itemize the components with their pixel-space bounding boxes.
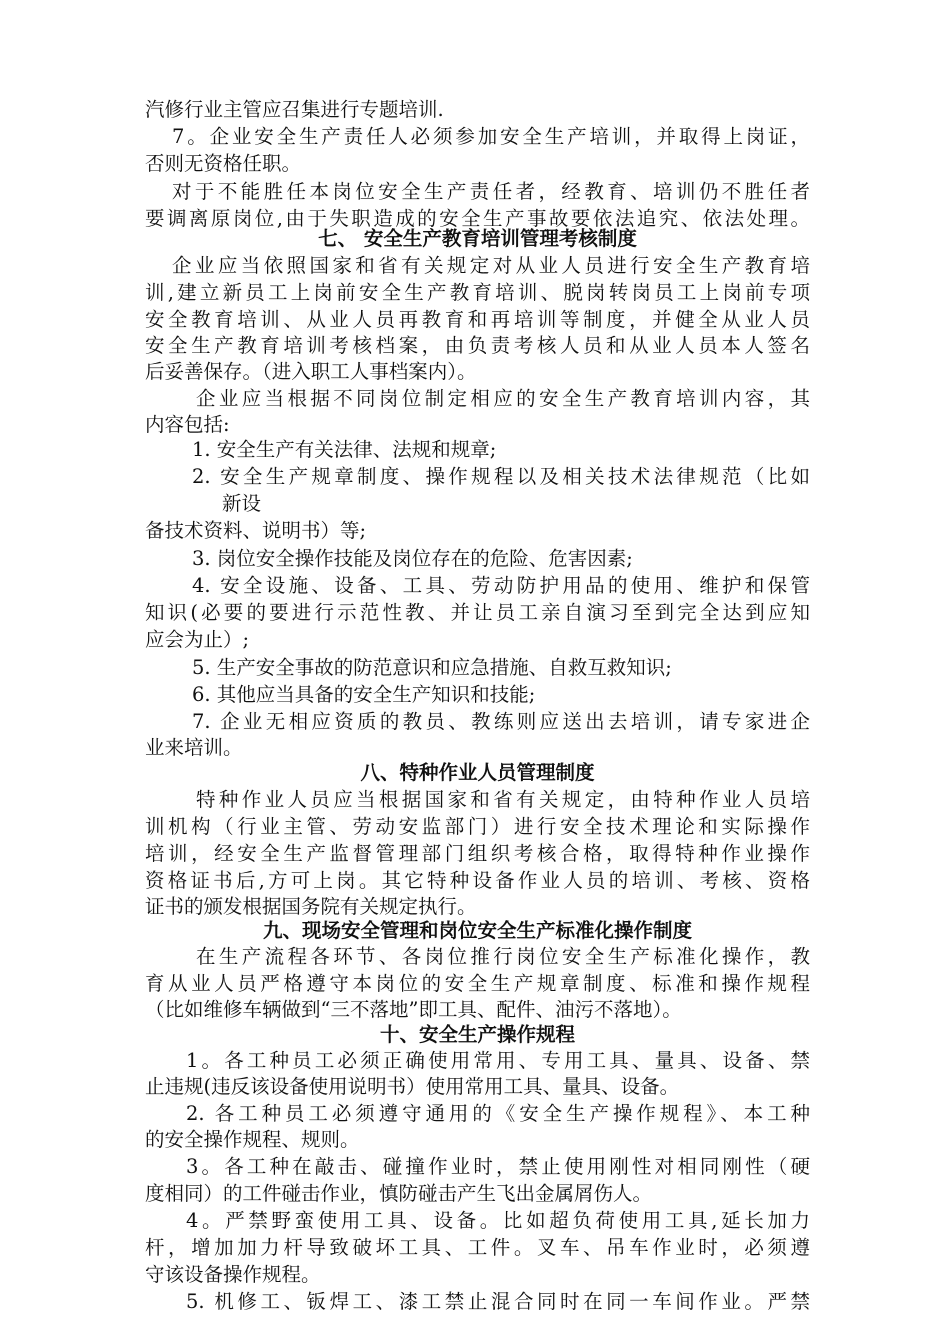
section-heading: 七、 安全生产教育培训管理考核制度 <box>318 227 637 250</box>
list-item: 7. 企业无相应资质的教员、教练则应送出去培训，请专家进企 <box>192 710 810 733</box>
text-line: 5. 机修工、钣焊工、漆工禁止混合同时在同一车间作业。严禁 <box>186 1290 810 1313</box>
list-item: 6. 其他应当具备的安全生产知识和技能; <box>192 683 536 706</box>
text-line: 的安全操作规程、规则。 <box>145 1128 360 1151</box>
text-line: 在生产流程各环节、各岗位推行岗位安全生产标准化操作，教 <box>196 945 810 968</box>
text-line: 度相同）的工件碰击作业，慎防碰击产生飞出金属屑伤人。 <box>145 1182 653 1205</box>
text-line: 备技术资料、说明书）等; <box>145 519 367 542</box>
text-line: 训,建立新员工上岗前安全生产教育培训、脱岗转岗员工上岗前专项 <box>145 281 810 304</box>
text-line: 否则无资格任职。 <box>145 152 302 175</box>
list-item: 2. 安全生产规章制度、操作规程以及相关技术法律规范（比如 <box>192 465 810 488</box>
text-line: 对于不能胜任本岗位安全生产责任者，经教育、培训仍不胜任者 <box>172 180 810 203</box>
text-line: 7。企业安全生产责任人必须参加安全生产培训，并取得上岗证， <box>172 125 810 148</box>
text-line: 企业应当依照国家和省有关规定对从业人员进行安全生产教育培 <box>172 254 810 277</box>
text-line: 守该设备操作规程。 <box>145 1263 321 1286</box>
text-line: 要调离原岗位,由于失职造成的安全生产事故要依法追究、依法处理。 <box>145 207 810 230</box>
text-line: 后妥善保存。（进入职工人事档案内）。 <box>145 360 477 383</box>
list-item: 5. 生产安全事故的防范意识和应急措施、自救互救知识; <box>192 656 672 679</box>
list-item: 3. 岗位安全操作技能及岗位存在的危险、危害因素; <box>192 547 633 570</box>
text-line: 业来培训。 <box>145 736 243 759</box>
section-heading: 九、现场安全管理和岗位安全生产标准化操作制度 <box>262 919 692 942</box>
text-line: 汽修行业主管应召集进行专题培训. <box>145 98 444 121</box>
text-line: 资格证书后,方可上岗。其它特种设备作业人员的培训、考核、资格 <box>145 869 810 892</box>
list-item-continuation: 新设 <box>222 492 262 515</box>
section-heading: 十、安全生产操作规程 <box>379 1023 575 1046</box>
text-line: 止违规(违反该设备使用说明书）使用常用工具、量具、设备。 <box>145 1075 680 1098</box>
text-line: 安全教育培训、从业人员再教育和再培训等制度，并健全从业人员 <box>145 308 810 331</box>
text-line: （比如维修车辆做到“三不落地”即工具、配件、油污不落地）。 <box>145 998 682 1021</box>
text-line: 知识(必要的要进行示范性教、并让员工亲自演习至到完全达到应知 <box>145 601 810 624</box>
text-line: 4。严禁野蛮使用工具、设备。比如超负荷使用工具,延长加力 <box>186 1209 810 1232</box>
list-item: 1. 安全生产有关法律、法规和规章; <box>192 438 497 461</box>
list-item: 4. 安全设施、设备、工具、劳动防护用品的使用、维护和保管 <box>192 574 810 597</box>
text-line: 3。各工种在敲击、碰撞作业时，禁止使用刚性对相同刚性（硬 <box>186 1155 810 1178</box>
text-line: 安全生产教育培训考核档案，由负责考核人员和从业人员本人签名 <box>145 334 810 357</box>
text-line: 2. 各工种员工必须遵守通用的《安全生产操作规程》、本工种 <box>186 1102 810 1125</box>
text-line: 证书的颁发根据国务院有关规定执行。 <box>145 895 477 918</box>
text-line: 应会为止）; <box>145 628 250 651</box>
text-line: 育从业人员严格遵守本岗位的安全生产规章制度、标准和操作规程 <box>145 972 810 995</box>
text-line: 企业应当根据不同岗位制定相应的安全生产教育培训内容，其 <box>196 387 810 410</box>
text-line: 1。各工种员工必须正确使用常用、专用工具、量具、设备、禁 <box>186 1049 810 1072</box>
text-line: 特种作业人员应当根据国家和省有关规定，由特种作业人员培 <box>196 788 810 811</box>
text-line: 杆，增加加力杆导致破坏工具、工件。叉车、吊车作业时，必须遵 <box>145 1236 810 1259</box>
text-line: 培训，经安全生产监督管理部门组织考核合格，取得特种作业操作 <box>145 842 810 865</box>
section-heading: 八、特种作业人员管理制度 <box>360 761 595 784</box>
text-line: 内容包括: <box>145 413 230 436</box>
text-line: 训机构（行业主管、劳动安监部门）进行安全技术理论和实际操作 <box>145 815 810 838</box>
